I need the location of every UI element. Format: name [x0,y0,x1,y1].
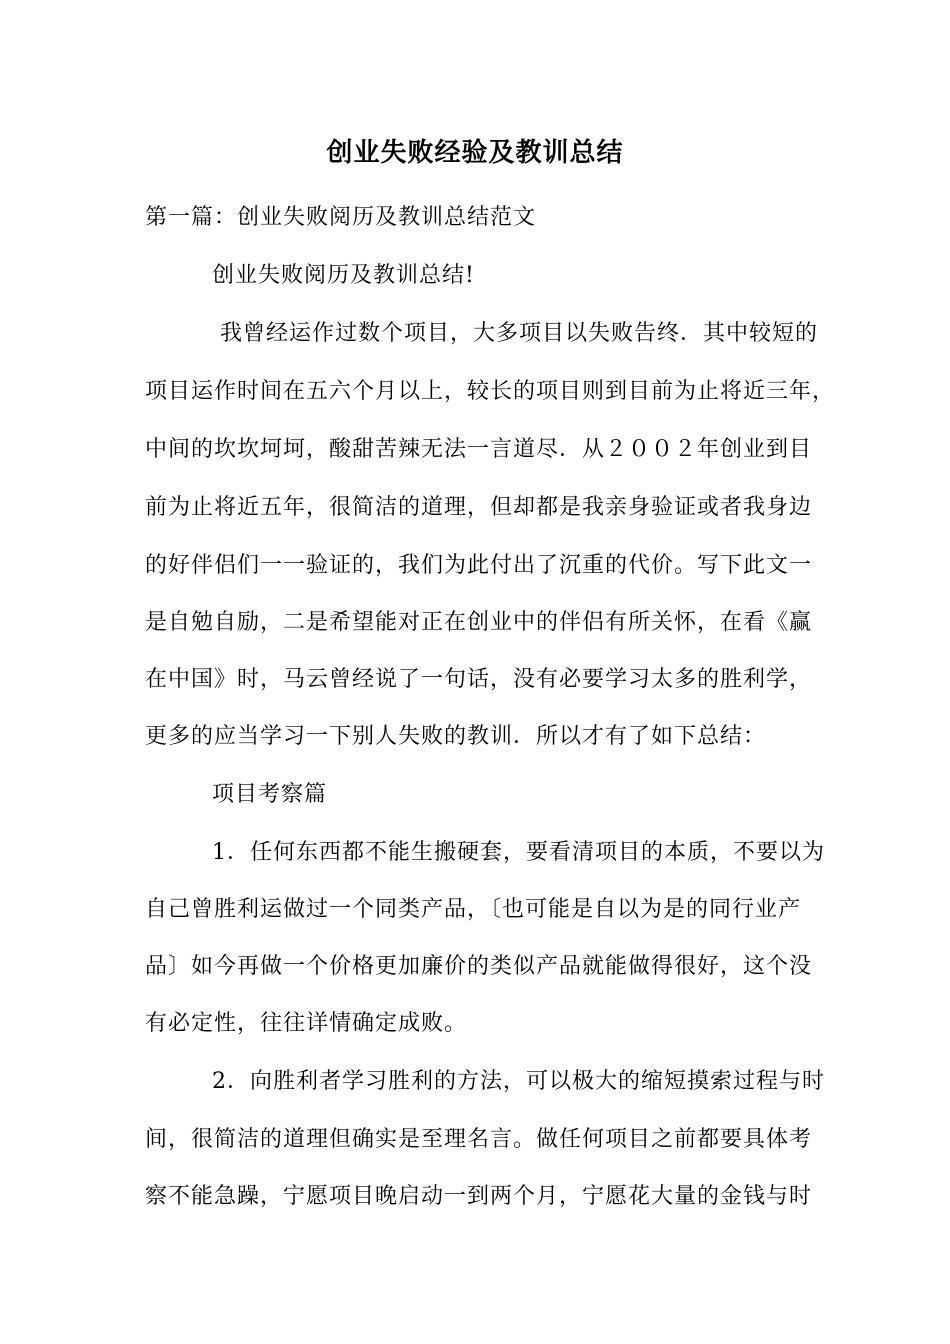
item1-line: 品〕如今再做一个价格更加廉价的类似产品就能做得很好，这个没 [145,954,813,979]
item1-line: 自己曾胜利运做过一个同类产品，〔也可能是自以为是的同行业产 [145,897,802,922]
paragraph-line: 的好伴侣们一一验证的，我们为此付出了沉重的代价。写下此文一 [145,553,813,578]
subtitle: 创业失败阅历及教训总结! [212,263,475,288]
paragraph-line: 前为止将近五年，很简洁的道理，但却都是我亲身验证或者我身边 [145,495,813,520]
document-title: 创业失败经验及教训总结 [326,138,624,168]
item2-line: 2．向胜利者学习胜利的方法，可以极大的缩短摸索过程与时 [212,1069,825,1094]
paragraph-line: 是自勉自励，二是希望能对正在创业中的伴侣有所关怀，在看《赢 [145,610,813,635]
item2-line: 察不能急躁，宁愿项目晚启动一到两个月，宁愿花大量的金钱与时 [145,1184,813,1209]
item1-line: 1．任何东西都不能生搬硬套，要看清项目的本质，不要以为 [212,840,825,865]
item2-line: 间，很简洁的道理但确实是至理名言。做任何项目之前都要具体考 [145,1127,813,1152]
paragraph-line: 我曾经运作过数个项目，大多项目以失败告终．其中较短的 [220,321,819,346]
paragraph-line: 项目运作时间在五六个月以上，较长的项目则到目前为止将近三年， [145,379,836,404]
section2-heading: 项目考察篇 [212,782,328,807]
paragraph-line: 在中国》时，马云曾经说了一句话，没有必要学习太多的胜利学， [145,667,813,692]
section-heading: 第一篇：创业失败阅历及教训总结范文 [145,205,537,230]
paragraph-line: 更多的应当学习一下别人失败的教训．所以才有了如下总结： [145,724,767,749]
item1-line: 有必定性，往往详情确定成败。 [145,1011,468,1036]
paragraph-line: 中间的坎坎坷坷，酸甜苦辣无法一言道尽．从２００２年创业到目 [145,437,813,462]
